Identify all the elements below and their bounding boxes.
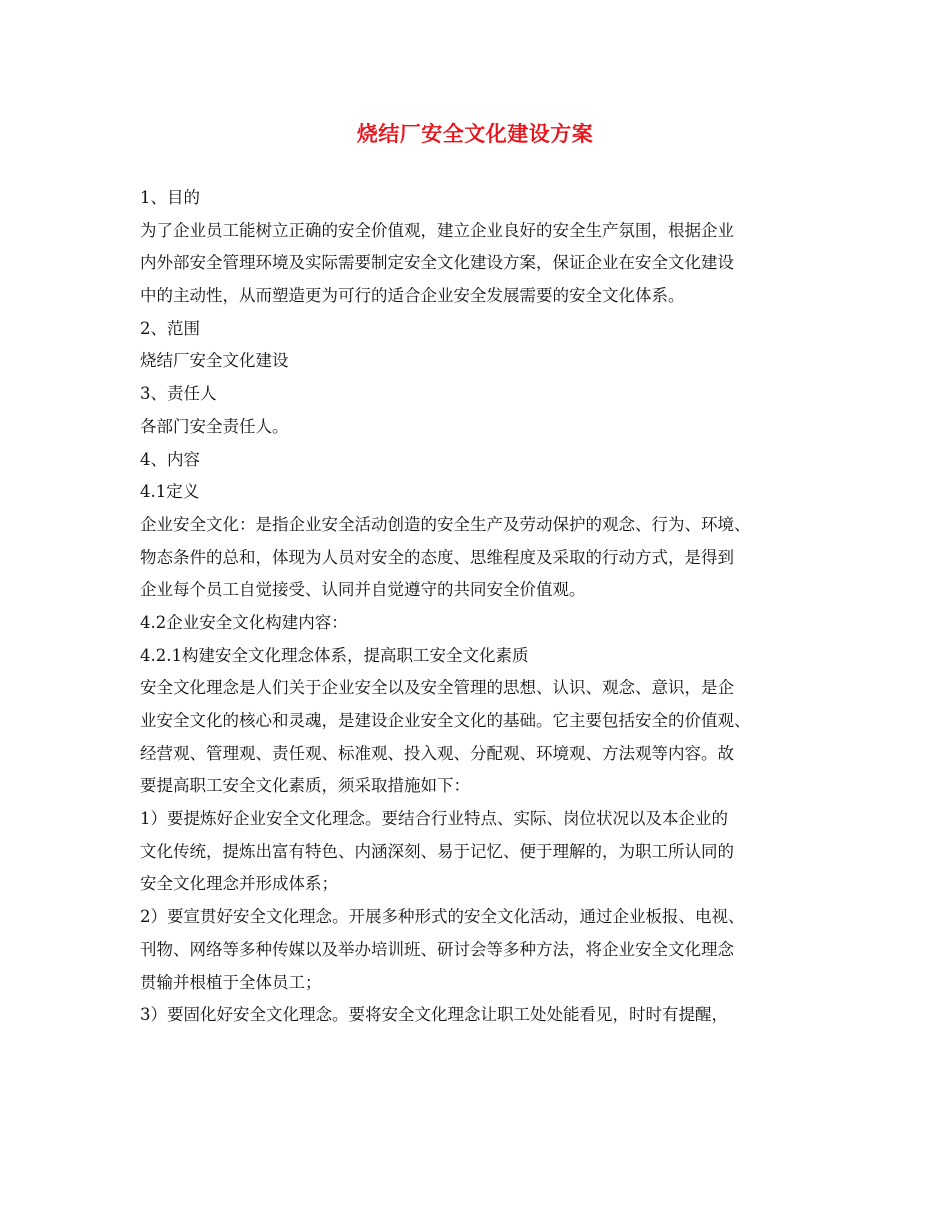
paragraph-line: 业安全文化的核心和灵魂，是建设企业安全文化的基础。它主要包括安全的价值观、 [140, 711, 751, 730]
list-item-line: 2）要宣贯好安全文化理念。开展多种形式的安全文化活动，通过企业板报、电视、 [140, 907, 745, 927]
paragraph-line: 烧结厂安全文化建设 [140, 351, 289, 371]
paragraph-line: 内外部安全管理环境及实际需要制定安全文化建设方案，保证企业在安全文化建设 [140, 253, 734, 273]
heading-responsible: 3、责任人 [140, 384, 217, 404]
paragraph-line: 企业安全文化：是指企业安全活动创造的安全生产及劳动保护的观念、行为、环境、 [140, 514, 751, 534]
subheading-definition: 4.1定义 [140, 482, 200, 502]
heading-content: 4、内容 [140, 449, 200, 469]
heading-purpose: 1、目的 [140, 188, 200, 207]
document-title: 烧结厂安全文化建设方案 [356, 122, 594, 146]
paragraph-line: 各部门安全责任人。 [140, 416, 289, 436]
list-item-line: 1）要提炼好企业安全文化理念。要结合行业特点、实际、岗位状况以及本企业的 [140, 809, 728, 829]
heading-scope: 2、范围 [140, 318, 200, 338]
document-body [140, 182, 830, 1032]
paragraph-line: 物态条件的总和，体现为人员对安全的态度、思维程度及采取的行动方式，是得到 [140, 547, 734, 567]
list-item-line: 文化传统，提炼出富有特色、内涵深刻、易于记忆、便于理解的，为职工所认同的 [140, 841, 734, 861]
paragraph-line: 为了企业员工能树立正确的安全价值观，建立企业良好的安全生产氛围，根据企业 [140, 220, 734, 240]
paragraph-line: 要提高职工安全文化素质，须采取措施如下： [140, 776, 470, 796]
list-item-line: 贯输并根植于全体员工； [140, 972, 322, 992]
paragraph-line: 企业每个员工自觉接受、认同并自觉遵守的共同安全价值观。 [140, 580, 586, 600]
list-item-line: 3）要固化好安全文化理念。要将安全文化理念让职工处处能看见，时时有提醒， [140, 1005, 728, 1025]
paragraph-line: 中的主动性，从而塑造更为可行的适合企业安全发展需要的安全文化体系。 [140, 286, 685, 306]
list-item-line: 刊物、网络等多种传媒以及举办培训班、研讨会等多种方法，将企业安全文化理念 [140, 939, 734, 959]
subheading-construction: 4.2企业安全文化构建内容： [140, 612, 348, 632]
paragraph-line: 经营观、管理观、责任观、标准观、投入观、分配观、环境观、方法观等内容。故 [140, 743, 734, 763]
paragraph-line: 安全文化理念是人们关于企业安全以及安全管理的思想、认识、观念、意识，是企 [140, 678, 734, 698]
subheading-concept-system: 4.2.1构建安全文化理念体系，提高职工安全文化素质 [140, 645, 529, 665]
list-item-line: 安全文化理念并形成体系； [140, 874, 338, 894]
